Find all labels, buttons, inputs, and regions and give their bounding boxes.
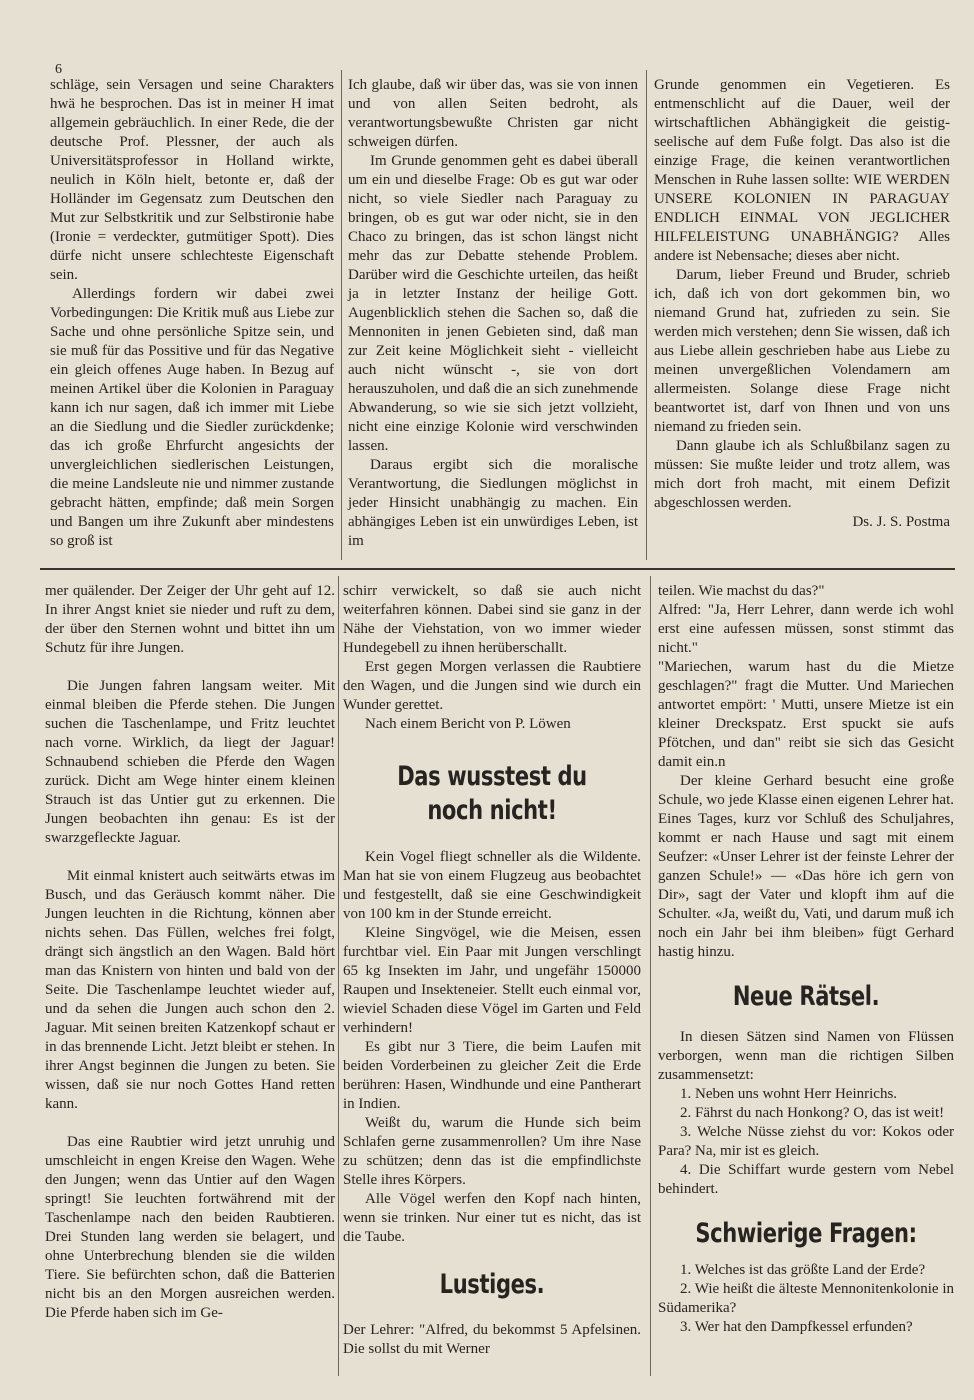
riddle-item: 2. Fährst du nach Honkong? O, das ist weit! [680, 1105, 945, 1121]
paragraph: Im Grunde genommen geht es dabei überall um ein und dieselbe Frage: Ob es gut war oder nicht, so viele Siedler nach Paraguay zu bringen, ob es gut war oder nicht, sie in den Chaco zu bringen, das ist schon längst nicht mehr das zur Debatte stehende Problem. Darüber wird die Geschichte urteilen, das heißt ja in letzter Instanz der heilige Gott. Augenblicklich stehen die Sachen so, daß die Mennoniten in jenen Gebieten sind, daß man zur Zeit keine Möglichkeit sieht - vielleicht auch nicht wünscht -, sie von dort herauszuholen, und daß die an sich zunehmende Abwanderung, so wie sie sich jetzt vollzieht, nicht eine einzige Kolonie wird verschwinden lassen. [348, 153, 638, 454]
paragraph: Das eine Raubtier wird jetzt unruhig und umschleicht in engen Kreise den Wagen. Wehe den Jungen; wenn das Untier auf den Wagen springt! Sie leuchten fortwährend mit der Taschenlampe nach den beiden Raubtieren. Drei Stunden lang werden sie belagert, und ohne Unterbrechung blenden sie die wilden Tiere. Sie befürchten schon, daß die Batterien nicht bis an den Morgen ausreichen werden. Die Pferde haben sich im Ge- [45, 1134, 335, 1321]
section-heading-riddles: Neue Rätsel. [732, 981, 880, 1012]
column-divider [646, 70, 647, 560]
fact-paragraph: Weißt du, warum die Hunde sich beim Schlafen gerne zusammenrollen? Um ihre Nase zu schützen; denn das ist die empfindlichste Stelle ihres Körpers. [343, 1115, 641, 1188]
column-divider [650, 576, 651, 1376]
bottom-column-2 [343, 582, 641, 1359]
section-divider [40, 568, 955, 570]
story-source: Nach einem Bericht von P. Löwen [365, 716, 571, 732]
section-heading-facts: Das wusstest du noch nicht! [397, 761, 587, 826]
joke-paragraph: Der kleine Gerhard besucht eine große Schule, wo jede Klasse einen eigenen Lehrer hat. Eines Tages, kurz vor Schluß des Schuljahres, kommt er nach Hause und sagt mit einem Seufzer: «Unser Lehrer ist der feinste Lehrer der ganzen Schule!» — «Das höre ich gern von Dir», sagt der Vater und klopft ihm auf die Schulter. «Ja, weißt du, Vati, und darum muß ich noch ein Jahr bei ihm bleiben» fügt Gerhard hastig hinzu. [658, 773, 954, 960]
fact-paragraph: Es gibt nur 3 Tiere, die beim Laufen mit beiden Vorderbeinen zu gleicher Zeit die Erde berühren: Hasen, Windhunde und eine Pantherart in Indien. [343, 1039, 641, 1112]
paragraph: Die Jungen fahren langsam weiter. Mit einmal bleiben die Pferde stehen. Die Jungen suchen die Taschenlampe, und Fritz leuchtet nach vorne. Wirklich, da liegt der Jaguar! Schnaubend schieben die Pferde den Wagen zurück. Dicht am Wege hinter einem kleinen Strauch ist das Untier gut zu erkennen. Die Jungen beobachten ihn genau: Es ist der swarzgefleckte Jaguar. [45, 678, 335, 846]
top-column-1 [50, 76, 334, 551]
top-column-3 [654, 76, 950, 532]
section-heading-questions: Schwierige Fragen: [695, 1218, 917, 1249]
joke-paragraph: "Mariechen, warum hast du die Mietze geschlagen?" fragt die Mutter. Und Mariechen antwortet empört: ' Mutti, unsere Mietze ist ein kleiner Dreckspatz. Erst spuckt sie aufs Pfötchen, und dan" reibt sie sich das Gesicht damit ein.n [658, 659, 954, 770]
paragraph: Mit einmal knistert auch seitwärts etwas im Busch, und das Geräusch kommt näher. Die Jungen leuchten in die Richtung, können aber nichts sehen. Das Füllen, welches frei folgt, drängt sich ängstlich an den Wagen. Bald hört man das Knistern von hinten und bald von der Seite. Die Taschenlampe leuchtet wieder auf, und da sehen die Jungen auch schon den 2. Jaguar. Mit seinen breiten Katzenkopf schaut er in das brennende Licht. Jetzt bleibt er stehen. In ihrer Angst beginnen die Jungen zu beten. Sie wissen, daß sie nur noch Gottes Hand retten kann. [45, 868, 335, 1112]
paragraph: Grunde genommen ein Vegetieren. Es entmenschlicht auf die Dauer, weil der wirtschaftlichen Abhängigkeit die geistig-seelische auf dem Fuße folgt. Das also ist die einzige Frage, die keinen verantwortlichen Menschen in Ruhe lassen sollte: WIE WERDEN UNSERE KOLONIEN IN PARAGUAY ENDLICH EINMAL VON JEGLICHER HILFELEISTUNG UNABHÄNGIG? Alles andere ist Nebensache; dieses aber nicht. [654, 77, 950, 264]
paragraph: Darum, lieber Freund und Bruder, schrieb ich, daß ich von dort gekommen bin, wo niemand Grund hat, zufrieden zu sein. Sie werden mich verstehen; denn Sie wissen, daß ich aus Liebe allein geschrieben habe aus Liebe zu meinen unvergeßlichen Volendamern am allermeisten. Solange diese Frage nicht beantwortet ist, darf von Ihnen und von uns niemand zu frieden sein. [654, 267, 950, 435]
top-column-2 [348, 76, 638, 551]
riddle-item: 1. Neben uns wohnt Herr Heinrichs. [680, 1086, 898, 1102]
bottom-column-1 [45, 582, 335, 1323]
paragraph: mer quälender. Der Zeiger der Uhr geht auf 12. In ihrer Angst kniet sie nieder und ruft zu dem, der über den Sternen wohnt und bittet ihn um Schutz für ihre Jungen. [45, 583, 335, 656]
signature: Ds. J. S. Postma [852, 514, 950, 530]
paragraph: Dann glaube ich als Schlußbilanz sagen zu müssen: Sie mußte leider und trotz allem, was mich dort froh macht, mit einem Defizit abgeschlossen werden. [654, 438, 950, 511]
column-divider [341, 70, 342, 560]
paragraph: Ich glaube, daß wir über das, was sie von innen und von allen Seiten bedroht, als verantwortungsbewußte Christen gar nicht schweigen dürfen. [348, 77, 638, 150]
fact-paragraph: Kein Vogel fliegt schneller als die Wildente. Man hat sie von einem Flugzeug aus beobachtet und festgestellt, daß sie eine Geschwindigkeit von 100 km in der Stunde erreicht. [343, 849, 641, 922]
joke-paragraph: Alfred: "Ja, Herr Lehrer, dann werde ich wohl erst eine aufessen müssen, sonst stimmt das nicht." [658, 602, 954, 656]
riddle-item: 4. Die Schiffart wurde gestern vom Nebel behindert. [658, 1162, 954, 1197]
paragraph: Allerdings fordern wir dabei zwei Vorbedingungen: Die Kritik muß aus Liebe zur Sache und ohne persönliche Spitze sein, und sie muß für das Possitive und für das Negative ein gleich offenes Auge haben. In Bezug auf meinen Artikel über die Kolonien in Paraguay kann ich nur sagen, daß ich immer mit Liebe an die Siedlung und die Siedler zurückdenke; das ich große Ehrfurcht angesichts der unvergleichlichen siedlerischen Leistungen, die meine Landsleute nie und nimmer zustande gebracht hätten, empfinde; daß mein Sorgen und Bangen um ihre Zukunft aber mindestens so groß ist [50, 286, 334, 549]
question-item: 2. Wie heißt die älteste Mennonitenkolonie in Südamerika? [658, 1281, 954, 1316]
joke-paragraph: teilen. Wie machst du das?" [658, 583, 825, 599]
paragraph: schirr verwickelt, so daß sie auch nicht weiterfahren können. Dabei sind sie ganz in der Nähe der Viehstation, von wo immer wieder Hundegebell zu ihnen herüberschallt. [343, 583, 641, 656]
page-number: 6 [55, 62, 62, 77]
paragraph: Daraus ergibt sich die moralische Verantwortung, die Siedlungen möglichst in jeder Hinsicht unabhängig zu machen. Ein abhängiges Leben ist ein unwürdiges Leben, ist im [348, 457, 638, 549]
paragraph: Erst gegen Morgen verlassen die Raubtiere den Wagen, und die Jungen sind wie durch ein Wunder gerettet. [343, 659, 641, 713]
column-divider [338, 576, 339, 1376]
bottom-column-3 [658, 582, 954, 1337]
joke-paragraph: Der Lehrer: "Alfred, du bekommst 5 Apfelsinen. Die sollst du mit Werner [343, 1322, 641, 1357]
riddle-item: 3. Welche Nüsse ziehst du vor: Kokos oder Para? Na, mir ist es gleich. [658, 1124, 954, 1159]
riddle-intro: In diesen Sätzen sind Namen von Flüssen verborgen, wenn man die richtigen Silben zusammensetzt: [658, 1029, 954, 1083]
question-item: 3. Wer hat den Dampfkessel erfunden? [680, 1319, 913, 1335]
paragraph: schläge, sein Versagen und seine Charakters hwä he besprochen. Das ist in meiner H imat allgemein gebräuchlich. In einer Rede, die der deutsche Prof. Plessner, der auch als Universitätsprofessor in Holland wirkte, neulich in Köln hielt, betonte er, daß der Holländer im Gegensatz zum Deutschen den Mut zur Selbstkritik und zur Selbstironie habe (Ironie = verdeckter, gutmütiger Spott). Dies dürfe nicht unsere schlechteste Eigenschaft sein. [50, 77, 334, 283]
question-item: 1. Welches ist das größte Land der Erde? [680, 1262, 926, 1278]
section-heading-jokes: Lustiges. [439, 1269, 545, 1300]
fact-paragraph: Alle Vögel werfen den Kopf nach hinten, wenn sie trinken. Nur einer tut es nicht, das ist die Taube. [343, 1191, 641, 1245]
fact-paragraph: Kleine Singvögel, wie die Meisen, essen furchtbar viel. Ein Paar mit Jungen verschlingt 65 kg Insekten im Jahr, und ungefähr 150000 Raupen und Insekteneier. Stellt euch einmal vor, wieviel Schaden diese Vögel im Garten und Feld verhindern! [343, 925, 641, 1036]
